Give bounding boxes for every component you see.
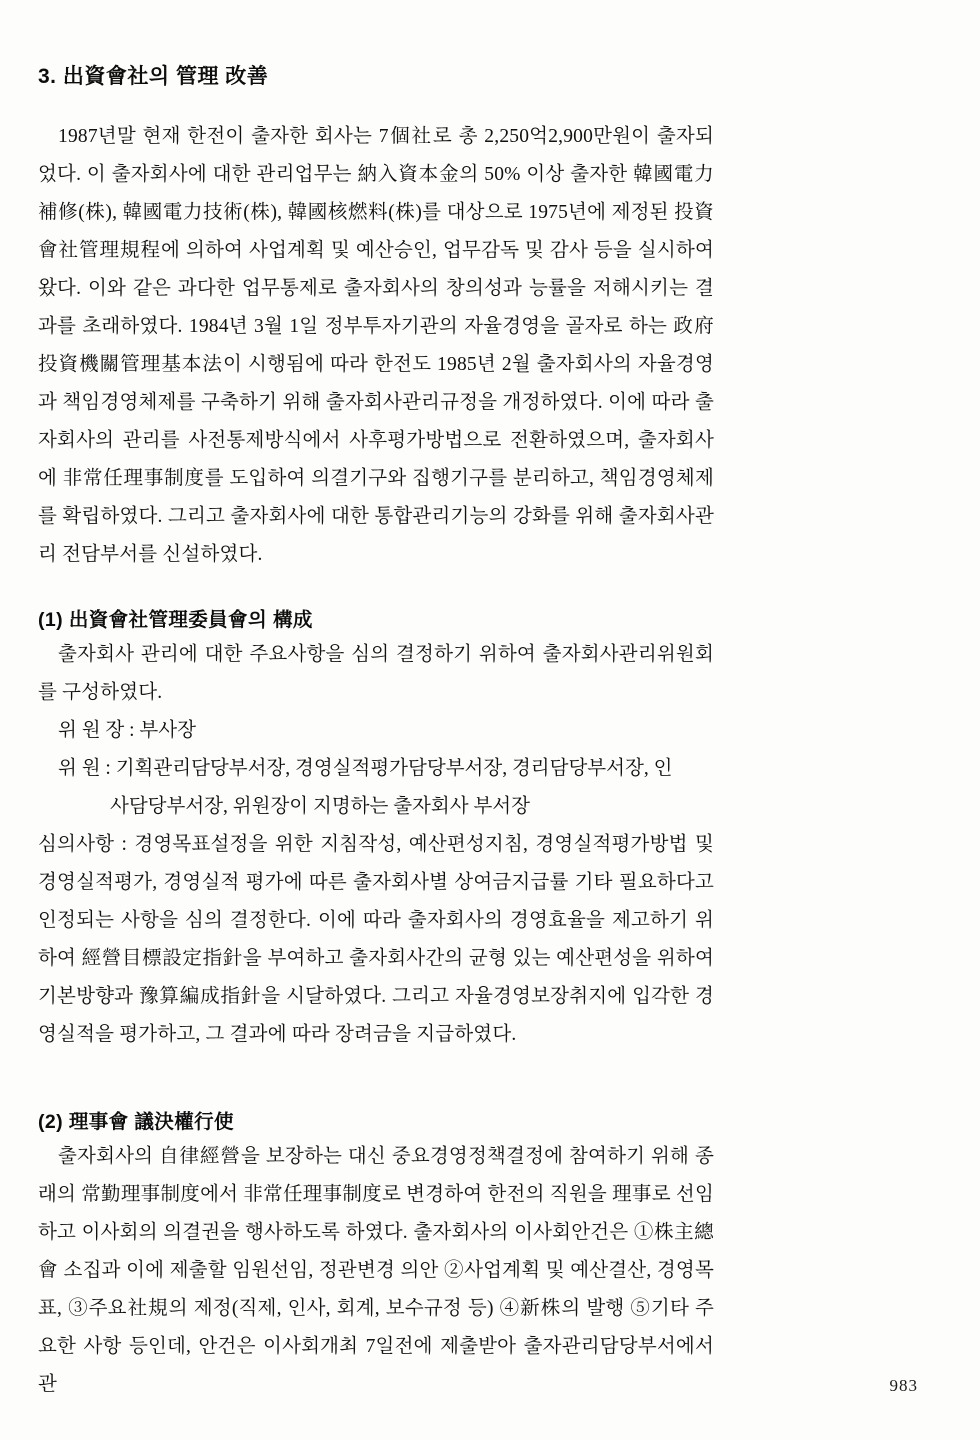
list-item-members (38, 750, 714, 788)
list-item-chairman-label: 위 원 장 : 부사장 (58, 720, 196, 741)
subsection-1-lead: 출자회사 관리에 대한 주요사항을 심의 결정하기 위하여 출자회사관리위원회를 구성하였다. (38, 644, 714, 703)
subsection-1-heading: (1) 出資會社管理委員會의 構成 (38, 609, 313, 631)
subsection-2-heading: (2) 理事會 議決權行使 (38, 1111, 234, 1133)
block-spacer (38, 1054, 714, 1076)
list-item-members-cont (38, 788, 714, 826)
committee-composition-list (38, 712, 714, 826)
section-heading: 3. 出資會社의 管理 改善 (38, 65, 269, 88)
list-item-members-label: 위 원 : 기획관리담당부서장, 경영실적평가담당부서장, 경리담당부서장, 인 (58, 758, 673, 779)
subsection-1-body: 심의사항 : 경영목표설정을 위한 지침작성, 예산편성지침, 경영실적평가방법 및 경영실적평가, 경영실적 평가에 따른 출자회사별 상여금지급률 기타 필요하다고 인정되는 사항을 심의 결정한다. 이에 따라 출자회사의 경영효율을 제고하기 위하여 經營目標設定指針을 부여하고 출자회사간의 균형 있는 예산편성을 위하여 기본방향과 豫算編成指針을 시달하였다. 그리고 자율경영보장취지에 입각한 경영실적을 평가하고, 그 결과에 따라 장려금을 지급하였다. (38, 834, 714, 1045)
subsection-2-body: 출자회사의 自律經營을 보장하는 대신 중요경영정책결정에 참여하기 위해 종래의 常勤理事制度에서 非常任理事制度로 변경하여 한전의 직원을 理事로 선임하고 이사회의 의결권을 행사하도록 하였다. 출자회사의 이사회안건은 ①株主總會 소집과 이에 제출할 임원선임, 정관변경 의안 ②사업계획 및 예산결산, 경영목표, ③주요社規의 제정(직제, 인사, 회계, 보수규정 등) ④新株의 발행 ⑤기타 주요한 사항 등인데, 안건은 이사회개최 7일전에 제출받아 출자관리담당부서에서 관 (38, 1146, 714, 1395)
list-item-chairman (38, 712, 714, 750)
intro-paragraph: 1987년말 현재 한전이 출자한 회사는 7個社로 총 2,250억2,900만원이 출자되었다. 이 출자회사에 대한 관리업무는 納入資本金의 50% 이상 출자한 韓國電力補修(株), 韓國電力技術(株), 韓國核燃料(株)를 대상으로 1975년에 제정된 投資會社管理規程에 의하여 사업계획 및 예산승인, 업무감독 및 감사 등을 실시하여 왔다. 이와 같은 과다한 업무통제로 출자회사의 창의성과 능률을 저해시키는 결과를 초래하였다. 1984년 3월 1일 정부투자기관의 자율경영을 골자로 하는 政府投資機關管理基本法이 시행됨에 따라 한전도 1985년 2월 출자회사의 자율경영과 책임경영체제를 구축하기 위해 출자회사관리규정을 개정하였다. 이에 따라 출자회사의 관리를 사전통제방식에서 사후평가방법으로 전환하였으며, 출자회사에 非常任理事制度를 도입하여 의결기구와 집행기구를 분리하고, 책임경영체제를 확립하였다. 그리고 출자회사에 대한 통합관리기능의 강화를 위해 출자회사관리 전담부서를 신설하였다. (38, 126, 714, 565)
page-content (38, 60, 714, 1404)
list-item-members-cont-label: 사담당부서장, 위원장이 지명하는 출자회사 부서장 (110, 796, 530, 817)
page-number: 983 (889, 1376, 918, 1395)
